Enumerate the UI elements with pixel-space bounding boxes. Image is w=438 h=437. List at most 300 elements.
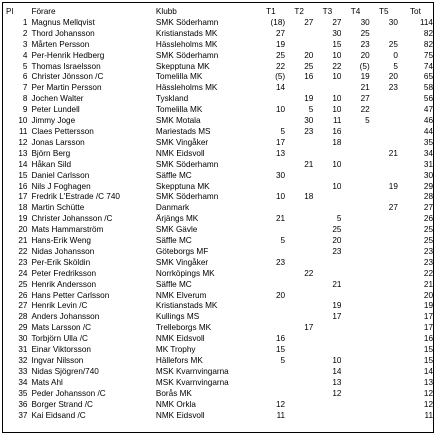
cell-t5: [370, 323, 398, 334]
cell-tot: 30: [423, 170, 433, 180]
cell-t5: [370, 334, 398, 345]
header-tot: Tot: [409, 7, 421, 16]
cell-pl: 7: [22, 83, 28, 93]
cell-t5: [370, 127, 398, 138]
cell-t3: 30: [332, 28, 342, 38]
cell-t5: [370, 389, 398, 400]
table-row: [6, 105, 433, 116]
cell-t5: 25: [388, 39, 398, 49]
cell-t1: 27: [276, 28, 286, 38]
cell-t3: 12: [332, 388, 342, 398]
cell-club: Tyskland: [155, 94, 189, 104]
cell-tot: 75: [423, 50, 433, 60]
table-row: [6, 247, 433, 258]
cell-tot: 12: [423, 399, 433, 409]
cell-t5: [370, 356, 398, 367]
cell-driver: Christer Johansson /C: [31, 214, 113, 224]
cell-t4: [341, 214, 369, 225]
cell-club: Kullings MS: [155, 312, 200, 322]
cell-driver: Henrik Andersson: [31, 279, 97, 289]
header-t1: T1: [266, 7, 276, 16]
cell-pl: 36: [18, 399, 28, 409]
cell-t2: [285, 29, 313, 40]
cell-t5: 30: [388, 17, 398, 27]
cell-t2: [285, 171, 313, 182]
cell-club: Säffle MC: [155, 170, 192, 180]
cell-driver: Mats Larsson /C: [31, 323, 92, 333]
cell-t2: 16: [304, 72, 314, 82]
cell-t1: 14: [276, 83, 286, 93]
cell-pl: 30: [18, 334, 28, 344]
cell-t4: [341, 334, 369, 345]
cell-t2: [285, 258, 313, 269]
cell-t4: [341, 378, 369, 389]
cell-tot: 31: [423, 159, 433, 169]
header-t5: T5: [379, 7, 389, 16]
cell-t4: 21: [360, 83, 370, 93]
cell-t1: [257, 160, 285, 171]
cell-driver: Einar Viktorsson: [31, 345, 91, 355]
cell-driver: Daniel Carlsson: [31, 170, 90, 180]
cell-t1: (5): [275, 72, 286, 82]
cell-t1: 11: [276, 410, 286, 420]
cell-club: Hällefors MK: [155, 356, 203, 365]
table-row: [6, 236, 433, 247]
cell-driver: Jochen Walter: [31, 94, 84, 104]
cell-club: SMK Söderhamn: [155, 50, 219, 60]
cell-t3: [313, 291, 341, 302]
cell-t2: [285, 400, 313, 411]
cell-t3: 25: [332, 225, 342, 235]
cell-pl: 15: [18, 170, 28, 180]
cell-t2: [285, 40, 313, 51]
cell-driver: Björn Berg: [31, 148, 71, 158]
cell-tot: 65: [423, 72, 433, 82]
cell-pl: 16: [18, 181, 28, 191]
cell-driver: Claes Pettersson: [31, 126, 94, 136]
cell-driver: Kai Eidsand /C: [31, 410, 86, 420]
cell-club: MSK Kvarnvingarna: [155, 377, 229, 387]
cell-t4: [341, 182, 369, 193]
cell-tot: 23: [423, 257, 433, 267]
standings-table: [6, 7, 433, 421]
cell-t2: [285, 312, 313, 323]
cell-t4: 5: [365, 116, 370, 126]
cell-t1: [257, 94, 285, 105]
cell-pl: 14: [18, 159, 28, 169]
cell-tot: 19: [423, 301, 433, 311]
cell-pl: 25: [18, 279, 28, 289]
cell-tot: 13: [423, 377, 433, 387]
cell-t1: 5: [280, 356, 286, 365]
cell-driver: Per Martin Persson: [31, 83, 102, 93]
cell-driver: Hans Petter Carlsson: [31, 290, 110, 300]
cell-t3: 18: [332, 137, 342, 147]
cell-tot: 34: [423, 148, 433, 158]
cell-t4: [341, 301, 369, 312]
cell-t3: 16: [332, 126, 342, 136]
cell-pl: 3: [22, 39, 28, 49]
cell-t3: 19: [332, 301, 342, 311]
cell-t1: 21: [276, 214, 286, 224]
table-row: [6, 225, 433, 236]
cell-driver: Nidas Johansson: [31, 246, 95, 256]
cell-club: Borås MK: [155, 388, 192, 398]
cell-pl: 4: [22, 50, 28, 60]
cell-tot: 28: [423, 192, 433, 202]
cell-t3: [313, 411, 341, 422]
cell-club: NMK Orkla: [155, 399, 196, 409]
cell-tot: 21: [423, 279, 433, 289]
cell-club: SMK Vingåker: [155, 257, 209, 267]
cell-t5: [370, 280, 398, 291]
cell-t3: [313, 149, 341, 160]
cell-t5: 5: [393, 61, 398, 71]
cell-t4: 19: [360, 72, 370, 82]
cell-club: Tomelilla MK: [155, 105, 203, 115]
table-row: [6, 116, 433, 127]
cell-t3: [313, 258, 341, 269]
cell-t5: [370, 269, 398, 280]
cell-pl: 19: [18, 214, 28, 224]
cell-t1: 23: [276, 257, 286, 267]
cell-t1: 17: [276, 137, 286, 147]
cell-pl: 13: [18, 148, 28, 158]
table-row: [6, 345, 433, 356]
table-row: [6, 171, 433, 182]
cell-t3: [313, 192, 341, 203]
cell-driver: Christer Jönsson /C: [31, 72, 104, 82]
cell-t2: 23: [304, 126, 314, 136]
cell-t2: [285, 356, 313, 367]
table-row: [6, 51, 433, 62]
table-row: [6, 312, 433, 323]
cell-t4: [341, 323, 369, 334]
cell-pl: 35: [18, 388, 28, 398]
cell-t2: [285, 236, 313, 247]
cell-t5: [370, 378, 398, 389]
cell-driver: Anders Johansson: [31, 312, 100, 322]
cell-club: Mariestads MS: [155, 126, 211, 136]
cell-driver: Mårten Persson: [31, 39, 90, 49]
cell-club: Danmark: [155, 203, 190, 213]
cell-t5: [370, 105, 398, 116]
table-row: [6, 83, 433, 94]
table-row: [6, 411, 433, 422]
cell-t5: [370, 192, 398, 203]
cell-t5: [370, 94, 398, 105]
cell-t4: [341, 269, 369, 280]
cell-t5: [370, 291, 398, 302]
cell-t1: 10: [276, 192, 286, 202]
cell-t4: 22: [360, 105, 370, 115]
cell-driver: Jonas Larsson: [31, 137, 85, 147]
cell-t3: [313, 334, 341, 345]
cell-t5: [370, 160, 398, 171]
cell-t3: 15: [332, 39, 342, 49]
cell-pl: 32: [18, 356, 28, 365]
cell-t5: 27: [388, 203, 398, 213]
cell-t4: [341, 225, 369, 236]
cell-club: SMK Söderhamn: [155, 17, 219, 27]
cell-t3: [313, 269, 341, 280]
cell-t3: 20: [332, 236, 342, 246]
cell-t1: 13: [276, 148, 286, 158]
cell-t3: [313, 83, 341, 94]
cell-driver: Fredrik L'Estrade /C 740: [31, 192, 120, 202]
cell-t4: [341, 345, 369, 356]
cell-t2: [285, 138, 313, 149]
cell-tot: 47: [423, 105, 433, 115]
cell-t2: 21: [304, 159, 314, 169]
cell-driver: Thord Johansson: [31, 28, 95, 38]
cell-driver: Henrik Levin /C: [31, 301, 88, 311]
cell-pl: 31: [18, 345, 28, 355]
cell-t2: 20: [304, 50, 314, 60]
cell-t1: [257, 182, 285, 193]
cell-pl: 26: [18, 290, 28, 300]
standings-body: [6, 18, 433, 422]
cell-t1: (18): [270, 17, 286, 27]
cell-tot: 25: [423, 236, 433, 246]
cell-t2: 5: [308, 105, 314, 115]
cell-t5: 23: [388, 83, 398, 93]
table-row: [6, 214, 433, 225]
cell-tot: 35: [423, 137, 433, 147]
cell-t2: [285, 389, 313, 400]
cell-t5: 20: [388, 72, 398, 82]
table-row: [6, 29, 433, 40]
cell-t3: 10: [332, 356, 342, 365]
cell-driver: Martin Schütte: [31, 203, 85, 213]
cell-club: Årjängs MK: [155, 214, 199, 224]
cell-t3: 10: [332, 94, 342, 104]
cell-driver: Peter Lundell: [31, 105, 80, 115]
header-pl: Pl: [6, 7, 14, 16]
cell-t3: 11: [332, 116, 342, 126]
table-row: [6, 182, 433, 193]
cell-t3: 5: [336, 214, 342, 224]
cell-t5: 19: [388, 181, 398, 191]
cell-club: Tomelilla MK: [155, 72, 203, 82]
cell-t1: 5: [280, 126, 286, 136]
cell-pl: 37: [18, 410, 28, 420]
cell-tot: 15: [423, 356, 433, 365]
cell-pl: 10: [18, 116, 28, 126]
cell-t2: [285, 345, 313, 356]
cell-club: Hässleholms MK: [155, 39, 218, 49]
cell-tot: 17: [423, 323, 433, 333]
cell-driver: Ingvar Nilsson: [31, 356, 84, 365]
cell-t4: [341, 356, 369, 367]
cell-t4: [341, 400, 369, 411]
cell-pl: 11: [18, 126, 28, 136]
cell-driver: Mats Ahl: [31, 377, 63, 387]
cell-tot: 22: [423, 268, 433, 278]
cell-pl: 6: [22, 72, 28, 82]
cell-tot: 23: [423, 246, 433, 256]
cell-t2: [285, 378, 313, 389]
cell-pl: 2: [22, 28, 28, 38]
cell-t2: 22: [304, 268, 314, 278]
cell-driver: Peter Fredriksson: [31, 268, 97, 278]
cell-t4: [341, 203, 369, 214]
cell-driver: Torbjörn Ulla /C: [31, 334, 88, 344]
table-row: [6, 160, 433, 171]
cell-t5: [370, 138, 398, 149]
cell-tot: 16: [423, 334, 433, 344]
cell-t4: (5): [359, 61, 370, 71]
cell-pl: 23: [18, 257, 28, 267]
cell-t5: [370, 258, 398, 269]
cell-t3: [313, 323, 341, 334]
header-row: [6, 7, 433, 18]
cell-pl: 9: [22, 105, 28, 115]
cell-club: Skepptuna MK: [155, 61, 210, 71]
cell-t4: [341, 367, 369, 378]
cell-t4: [341, 280, 369, 291]
cell-t2: 17: [304, 323, 314, 333]
cell-club: Hässleholms MK: [155, 83, 218, 93]
cell-t1: 12: [276, 399, 286, 409]
cell-club: Kristianstads MK: [155, 28, 218, 38]
cell-pl: 17: [18, 192, 28, 202]
cell-t5: [370, 247, 398, 258]
cell-tot: 14: [423, 366, 433, 376]
cell-tot: 82: [423, 28, 433, 38]
cell-t4: [341, 247, 369, 258]
table-row: [6, 127, 433, 138]
cell-tot: 15: [423, 345, 433, 355]
cell-t5: [370, 301, 398, 312]
cell-driver: Peder Johansson /C: [31, 388, 106, 398]
cell-t5: [370, 411, 398, 422]
cell-club: Trelleborgs MK: [155, 323, 212, 333]
cell-t2: [285, 247, 313, 258]
cell-t4: 30: [360, 17, 370, 27]
cell-pl: 33: [18, 366, 28, 376]
header-t2: T2: [294, 7, 304, 16]
table-row: [6, 258, 433, 269]
cell-t4: [341, 312, 369, 323]
cell-t2: [285, 83, 313, 94]
table-row: [6, 389, 433, 400]
cell-t5: [370, 345, 398, 356]
cell-t4: [341, 258, 369, 269]
cell-t3: 17: [332, 312, 342, 322]
cell-t3: 27: [332, 17, 342, 27]
cell-t5: [370, 236, 398, 247]
table-row: [6, 149, 433, 160]
cell-t1: [257, 269, 285, 280]
cell-driver: Borger Strand /C: [31, 399, 93, 409]
table-row: [6, 280, 433, 291]
cell-t5: [370, 171, 398, 182]
cell-t3: [313, 345, 341, 356]
cell-t3: 23: [332, 246, 342, 256]
cell-t1: [257, 203, 285, 214]
cell-t2: [285, 203, 313, 214]
table-row: [6, 367, 433, 378]
cell-t1: [257, 389, 285, 400]
table-row: [6, 378, 433, 389]
cell-t5: 0: [393, 50, 398, 60]
cell-t2: [285, 214, 313, 225]
cell-t4: [341, 138, 369, 149]
cell-t5: 21: [388, 148, 398, 158]
cell-t4: 23: [360, 39, 370, 49]
table-row: [6, 192, 433, 203]
cell-t1: [257, 367, 285, 378]
cell-club: Göteborgs MF: [155, 246, 209, 256]
cell-t4: [341, 160, 369, 171]
table-row: [6, 400, 433, 411]
header-t3: T3: [322, 7, 333, 16]
cell-club: SMK Söderhamn: [155, 159, 219, 169]
table-row: [6, 72, 433, 83]
table-row: [6, 138, 433, 149]
table-row: [6, 18, 433, 29]
cell-t3: 10: [332, 50, 342, 60]
cell-club: NMK Eidsvoll: [155, 334, 205, 344]
cell-t1: 22: [276, 61, 286, 71]
cell-pl: 20: [18, 225, 28, 235]
cell-tot: 46: [423, 116, 433, 126]
cell-t2: [285, 334, 313, 345]
cell-club: NMK Elverum: [155, 290, 207, 300]
cell-t3: 10: [332, 159, 342, 169]
cell-tot: 74: [423, 61, 433, 71]
cell-t2: [285, 182, 313, 193]
cell-t4: [341, 389, 369, 400]
cell-pl: 1: [22, 17, 28, 27]
cell-t5: [370, 312, 398, 323]
cell-t4: 20: [360, 50, 370, 60]
cell-t4: [341, 236, 369, 247]
cell-tot: 27: [423, 203, 433, 213]
cell-t3: 10: [332, 72, 342, 82]
cell-t3: 10: [332, 181, 342, 191]
cell-tot: 29: [423, 181, 433, 191]
cell-tot: 26: [423, 214, 433, 224]
cell-t2: [285, 301, 313, 312]
cell-t3: 21: [332, 279, 342, 289]
cell-t1: 16: [276, 334, 286, 344]
cell-club: MSK Kvarnvingarna: [155, 366, 229, 376]
cell-pl: 28: [18, 312, 28, 322]
cell-t3: 22: [332, 61, 342, 71]
cell-t2: [285, 225, 313, 236]
cell-tot: 44: [423, 126, 433, 136]
cell-pl: 29: [18, 323, 28, 333]
cell-pl: 18: [18, 203, 28, 213]
cell-t1: [257, 280, 285, 291]
cell-t1: 10: [276, 105, 286, 115]
cell-pl: 12: [18, 137, 28, 147]
cell-pl: 24: [18, 268, 28, 278]
cell-t5: [370, 225, 398, 236]
cell-t4: [341, 149, 369, 160]
cell-t4: [341, 192, 369, 203]
table-row: [6, 323, 433, 334]
cell-tot: 58: [423, 83, 433, 93]
table-row: [6, 269, 433, 280]
cell-t2: [285, 291, 313, 302]
standings-panel: [2, 2, 434, 433]
table-row: [6, 203, 433, 214]
cell-pl: 21: [18, 236, 28, 246]
cell-tot: 82: [423, 39, 433, 49]
